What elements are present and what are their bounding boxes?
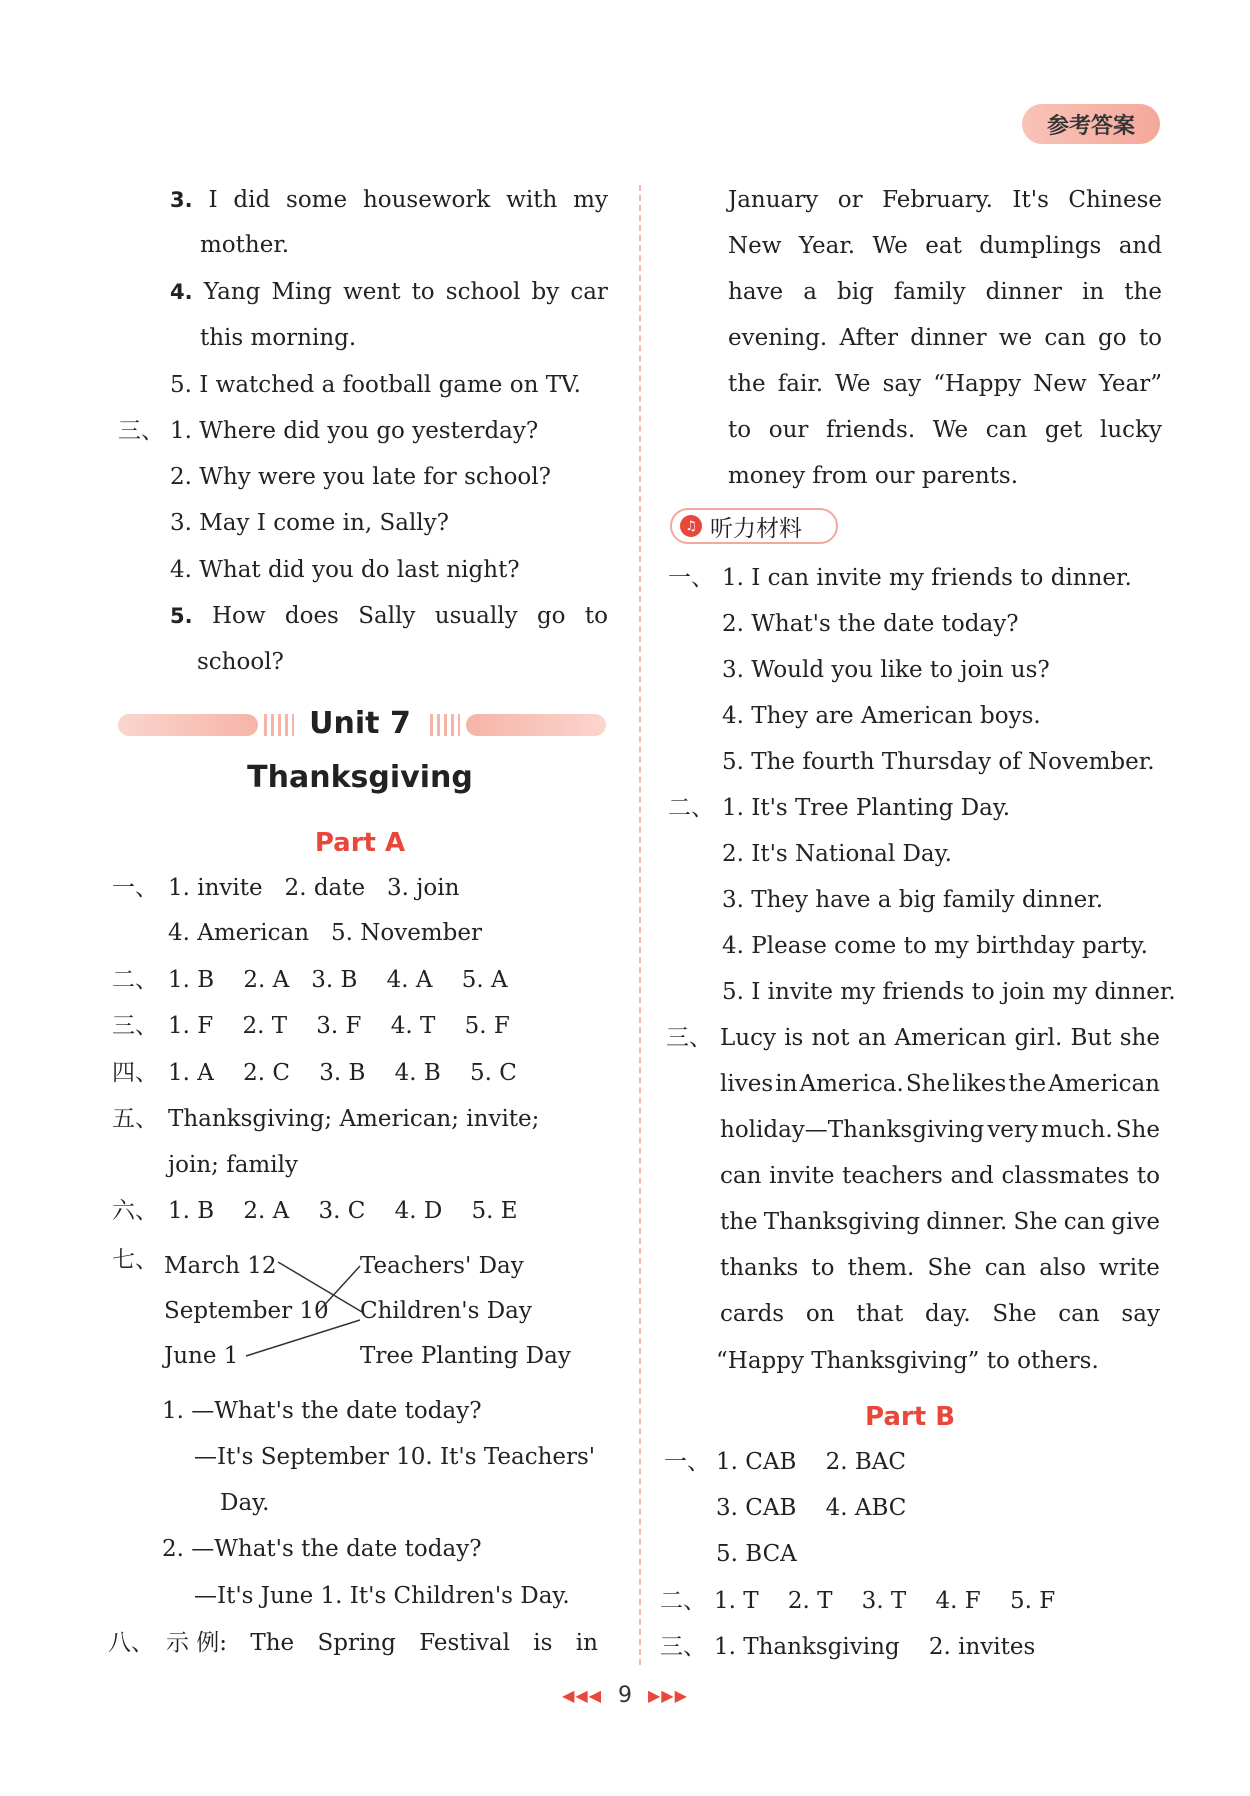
word: also bbox=[1039, 1255, 1086, 1281]
listen-c2: 2. It's National Day. bbox=[722, 841, 952, 867]
passage-line-6 bbox=[720, 1253, 1160, 1283]
word: my bbox=[573, 187, 608, 213]
word: very bbox=[987, 1117, 1038, 1143]
word: can bbox=[720, 1163, 762, 1189]
word: friends. bbox=[826, 417, 916, 443]
section-mark-f: 一、 bbox=[664, 1449, 710, 1475]
word: to bbox=[411, 279, 435, 305]
word: can bbox=[1058, 1301, 1100, 1327]
passage-line-2 bbox=[720, 1069, 1160, 1099]
question-1: 1. Where did you go yesterday? bbox=[170, 418, 539, 444]
word: big bbox=[836, 279, 874, 305]
word: that bbox=[856, 1301, 904, 1327]
listening-material-text: 听力材料 bbox=[710, 515, 802, 542]
next-arrows-icon: ▶▶▶ bbox=[648, 1685, 688, 1705]
prev-arrows-icon: ◀◀◀ bbox=[562, 1685, 602, 1705]
word: to bbox=[1138, 325, 1162, 351]
answer-a5b: join; family bbox=[168, 1152, 298, 1178]
word: January bbox=[728, 187, 819, 213]
word: write bbox=[1099, 1255, 1160, 1281]
word: on bbox=[805, 1301, 835, 1327]
word: dinner bbox=[910, 325, 987, 351]
word: can bbox=[1063, 1209, 1106, 1235]
word: Festival bbox=[419, 1630, 510, 1656]
word: family bbox=[893, 279, 966, 305]
question-2: 2. Why were you late for school? bbox=[170, 464, 551, 490]
word: housework bbox=[362, 187, 491, 213]
question-3: 3. May I come in, Sally? bbox=[170, 510, 449, 536]
word: our bbox=[768, 417, 809, 443]
section-mark-e: 三、 bbox=[666, 1025, 712, 1051]
word: in bbox=[775, 1071, 798, 1097]
word: She bbox=[1115, 1117, 1160, 1143]
word: classmates bbox=[1001, 1163, 1130, 1189]
word: in bbox=[1082, 279, 1105, 305]
answer-a2: 1. B 2. A 3. B 4. A 5. A bbox=[168, 967, 508, 993]
word: lives bbox=[720, 1071, 774, 1097]
section-mark-a2: 二、 bbox=[112, 967, 158, 993]
word: lucky bbox=[1100, 417, 1162, 443]
word: Ming bbox=[271, 279, 332, 305]
word: to bbox=[728, 417, 752, 443]
word: did bbox=[233, 187, 271, 213]
example-line bbox=[166, 1628, 598, 1658]
word: Sally bbox=[358, 603, 416, 629]
headphones-icon: ♫ bbox=[680, 515, 702, 537]
listen-c3: 3. They have a big family dinner. bbox=[722, 887, 1104, 913]
line-l2b: this morning. bbox=[200, 325, 357, 351]
word: not bbox=[811, 1025, 850, 1051]
word: them. bbox=[847, 1255, 915, 1281]
para-line-5 bbox=[728, 369, 1162, 399]
page-number: 9 bbox=[618, 1682, 632, 1708]
word: Spring bbox=[317, 1630, 396, 1656]
answer-g1: 1. T 2. T 3. T 4. F 5. F bbox=[714, 1588, 1056, 1614]
word: have bbox=[728, 279, 784, 305]
word: “Happy bbox=[933, 371, 1022, 397]
dialog-1: 1. —What's the date today? bbox=[162, 1398, 482, 1424]
word: I bbox=[208, 187, 218, 213]
para-line-7: money from our parents. bbox=[728, 463, 1019, 489]
word: fair. bbox=[777, 371, 824, 397]
part-a-heading: Part A bbox=[314, 828, 406, 858]
word: cards bbox=[720, 1301, 785, 1327]
word: 4. bbox=[170, 280, 193, 304]
word: She bbox=[992, 1301, 1037, 1327]
word: an bbox=[857, 1025, 887, 1051]
para-line-4 bbox=[728, 323, 1162, 353]
word: give bbox=[1111, 1209, 1160, 1235]
word: with bbox=[506, 187, 558, 213]
line-l1b: mother. bbox=[200, 232, 290, 258]
word: She bbox=[927, 1255, 972, 1281]
match-right-2: Children's Day bbox=[360, 1298, 532, 1324]
word: February. bbox=[882, 187, 993, 213]
word: teachers bbox=[842, 1163, 943, 1189]
word: Year” bbox=[1098, 371, 1162, 397]
answer-a5: Thanksgiving; American; invite; bbox=[168, 1106, 540, 1132]
match-left-2: September 10 bbox=[164, 1298, 329, 1324]
word: we bbox=[998, 325, 1033, 351]
word: New bbox=[1033, 371, 1087, 397]
unit-subtitle: Thanksgiving bbox=[247, 760, 473, 795]
word: day. bbox=[924, 1301, 971, 1327]
para-line-1 bbox=[728, 185, 1162, 215]
unit-title: Unit 7 bbox=[309, 706, 411, 741]
para-line-2 bbox=[728, 231, 1162, 261]
listen-b1: 1. I can invite my friends to dinner. bbox=[722, 565, 1132, 591]
word: some bbox=[286, 187, 348, 213]
match-right-3: Tree Planting Day bbox=[360, 1343, 571, 1369]
section-mark-c: 二、 bbox=[668, 795, 714, 821]
para-line-6 bbox=[728, 415, 1162, 445]
word: We bbox=[872, 233, 908, 259]
word: 5. bbox=[170, 604, 193, 628]
answer-a3: 1. F 2. T 3. F 4. T 5. F bbox=[168, 1013, 510, 1039]
section-mark-a1: 一、 bbox=[112, 875, 158, 901]
word: Year. bbox=[798, 233, 856, 259]
word: The bbox=[250, 1630, 295, 1656]
word: does bbox=[284, 603, 339, 629]
word: New bbox=[728, 233, 782, 259]
word: eat bbox=[925, 233, 962, 259]
word: American bbox=[894, 1025, 1007, 1051]
word: Chinese bbox=[1068, 187, 1162, 213]
word: invite bbox=[769, 1163, 835, 1189]
section-mark-g: 二、 bbox=[660, 1588, 706, 1614]
word: likes bbox=[952, 1071, 1007, 1097]
word: she bbox=[1119, 1025, 1160, 1051]
word: to bbox=[1136, 1163, 1160, 1189]
word: 示 例: bbox=[166, 1630, 228, 1656]
section-mark-a8: 八、 bbox=[108, 1630, 154, 1656]
word: But bbox=[1070, 1025, 1112, 1051]
word: much. bbox=[1041, 1117, 1113, 1143]
word: the bbox=[728, 371, 766, 397]
word: the bbox=[1124, 279, 1162, 305]
section-mark-a5: 五、 bbox=[112, 1106, 158, 1132]
word: and bbox=[1118, 233, 1162, 259]
listen-b4: 4. They are American boys. bbox=[722, 703, 1041, 729]
word: We bbox=[835, 371, 871, 397]
word: car bbox=[570, 279, 608, 305]
word: evening. bbox=[728, 325, 828, 351]
section-mark-a6: 六、 bbox=[112, 1198, 158, 1224]
word: dumplings bbox=[979, 233, 1102, 259]
section-mark-a7: 七、 bbox=[112, 1247, 158, 1273]
word: school bbox=[445, 279, 521, 305]
answer-f1: 1. CAB 2. BAC bbox=[716, 1449, 906, 1475]
word: the bbox=[720, 1209, 758, 1235]
match-right-1: Teachers' Day bbox=[360, 1253, 524, 1279]
answer-f3: 5. BCA bbox=[716, 1541, 797, 1567]
answer-a1: 1. invite 2. date 3. join bbox=[168, 875, 460, 901]
word: a bbox=[803, 279, 817, 305]
word: by bbox=[531, 279, 560, 305]
word: girl. bbox=[1014, 1025, 1063, 1051]
answer-f2: 3. CAB 4. ABC bbox=[716, 1495, 907, 1521]
section-mark-3: 三、 bbox=[118, 418, 164, 444]
word: holiday—Thanksgiving bbox=[720, 1117, 985, 1143]
passage-line-7 bbox=[720, 1299, 1160, 1329]
match-left-1: March 12 bbox=[164, 1253, 277, 1279]
answer-h1: 1. Thanksgiving 2. invites bbox=[714, 1634, 1036, 1660]
word: It's bbox=[1012, 187, 1049, 213]
section-mark-b1: 一、 bbox=[668, 565, 714, 591]
word: the bbox=[1008, 1071, 1047, 1097]
dialog-5: —It's June 1. It's Children's Day. bbox=[194, 1583, 570, 1609]
word: dinner. bbox=[926, 1209, 1008, 1235]
question-5b: school? bbox=[197, 649, 284, 675]
passage-line-8: “Happy Thanksgiving” to others. bbox=[716, 1348, 1099, 1374]
word: is bbox=[784, 1025, 804, 1051]
word: to bbox=[811, 1255, 835, 1281]
section-mark-h: 三、 bbox=[660, 1634, 706, 1660]
listening-material-label bbox=[670, 508, 838, 544]
word: go bbox=[536, 603, 566, 629]
passage-line-3 bbox=[720, 1115, 1160, 1145]
word: Yang bbox=[203, 279, 261, 305]
page-footer bbox=[520, 1680, 730, 1710]
part-b-heading: Part B bbox=[864, 1402, 956, 1432]
listen-b3: 3. Would you like to join us? bbox=[722, 657, 1050, 683]
answer-a1b: 4. American 5. November bbox=[168, 920, 482, 946]
dialog-3: Day. bbox=[220, 1490, 270, 1516]
word: in bbox=[575, 1630, 598, 1656]
word: Lucy bbox=[720, 1025, 776, 1051]
word: usually bbox=[434, 603, 518, 629]
word: She bbox=[905, 1071, 951, 1097]
line-l3: 5. I watched a football game on TV. bbox=[170, 372, 581, 398]
word: or bbox=[837, 187, 863, 213]
word: to bbox=[584, 603, 608, 629]
word: can bbox=[1044, 325, 1086, 351]
word: Thanksgiving bbox=[763, 1209, 921, 1235]
word: get bbox=[1044, 417, 1083, 443]
word: We bbox=[932, 417, 969, 443]
section-mark-a4: 四、 bbox=[112, 1060, 158, 1086]
answer-key-badge: 参考答案 bbox=[1022, 104, 1160, 144]
match-line-3 bbox=[246, 1320, 360, 1356]
word: American bbox=[1048, 1071, 1160, 1097]
word: is bbox=[533, 1630, 553, 1656]
word: thanks bbox=[720, 1255, 799, 1281]
word: go bbox=[1098, 325, 1127, 351]
listen-c4: 4. Please come to my birthday party. bbox=[722, 933, 1148, 959]
para-line-3 bbox=[728, 277, 1162, 307]
answer-a4: 1. A 2. C 3. B 4. B 5. C bbox=[168, 1060, 517, 1086]
passage-line-5 bbox=[720, 1207, 1160, 1237]
word: went bbox=[343, 279, 401, 305]
word: dinner bbox=[985, 279, 1062, 305]
dialog-2: —It's September 10. It's Teachers' bbox=[194, 1444, 596, 1470]
word: and bbox=[950, 1163, 994, 1189]
word: America. bbox=[799, 1071, 904, 1097]
answer-a6: 1. B 2. A 3. C 4. D 5. E bbox=[168, 1198, 518, 1224]
listen-b2: 2. What's the date today? bbox=[722, 611, 1019, 637]
listen-c1: 1. It's Tree Planting Day. bbox=[722, 795, 1011, 821]
match-left-3: June 1 bbox=[164, 1343, 239, 1369]
word: 3. bbox=[170, 188, 193, 212]
question-4: 4. What did you do last night? bbox=[170, 557, 520, 583]
dialog-4: 2. —What's the date today? bbox=[162, 1536, 482, 1562]
passage-line-1 bbox=[720, 1023, 1160, 1053]
word: say bbox=[882, 371, 922, 397]
section-mark-a3: 三、 bbox=[112, 1013, 158, 1039]
passage-line-4 bbox=[720, 1161, 1160, 1191]
word: After bbox=[839, 325, 899, 351]
word: say bbox=[1121, 1301, 1160, 1327]
word: How bbox=[211, 603, 266, 629]
match-line-1 bbox=[278, 1262, 362, 1312]
word: can bbox=[984, 1255, 1027, 1281]
word: can bbox=[985, 417, 1028, 443]
listen-c5: 5. I invite my friends to join my dinner. bbox=[722, 979, 1176, 1005]
word: She bbox=[1013, 1209, 1058, 1235]
listen-b5: 5. The fourth Thursday of November. bbox=[722, 749, 1155, 775]
